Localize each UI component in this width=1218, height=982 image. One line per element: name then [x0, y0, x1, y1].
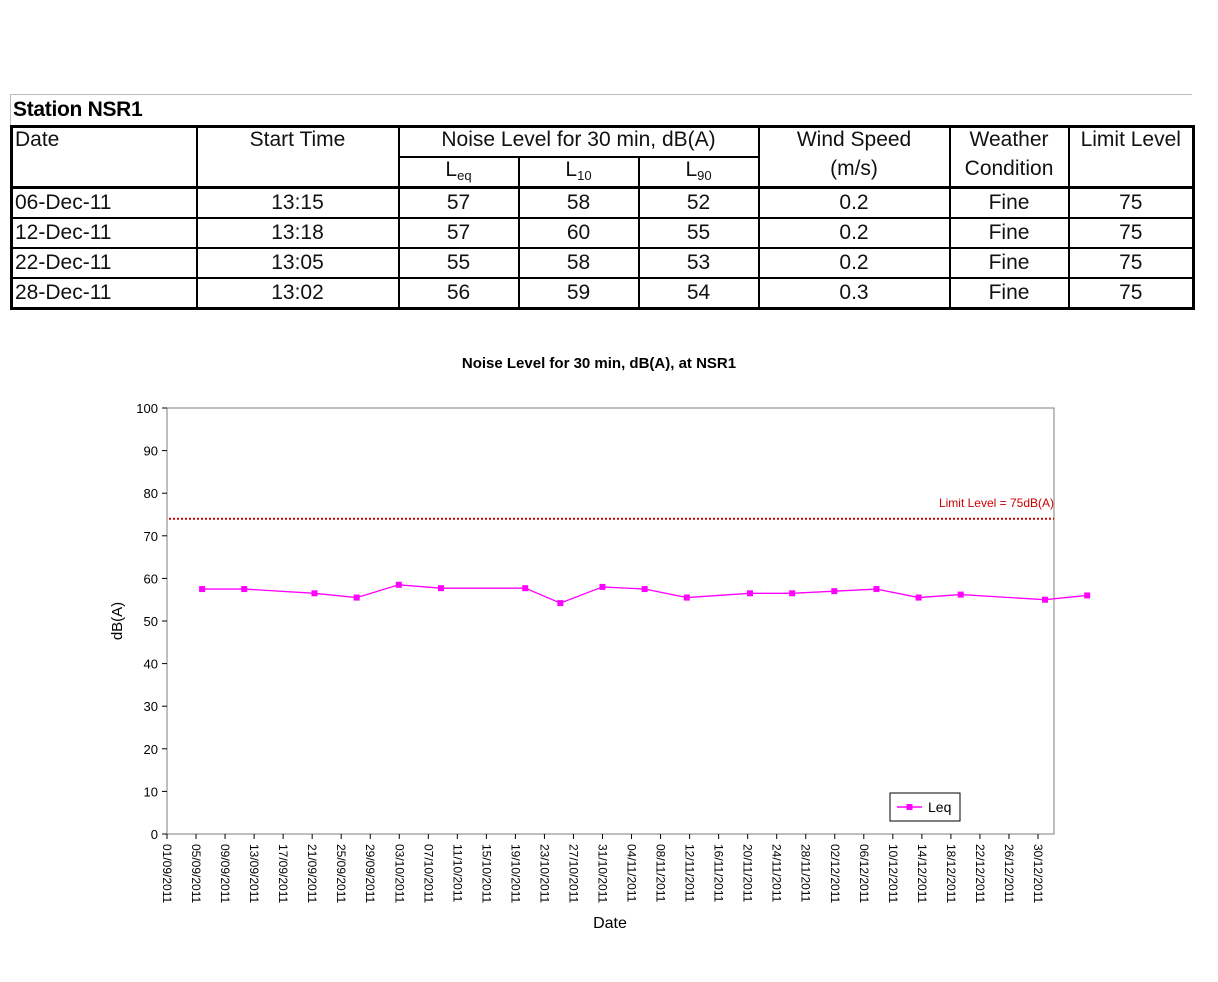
- cell-weather: Fine: [950, 188, 1069, 219]
- cell-limit: 75: [1069, 218, 1194, 248]
- x-tick-label: 07/10/2011: [421, 844, 436, 904]
- cell-l10: 58: [519, 188, 639, 219]
- chart-legend: [890, 793, 960, 821]
- cell-weather: Fine: [950, 218, 1069, 248]
- data-point-leq: [831, 588, 837, 594]
- cell-l90: 53: [639, 248, 759, 278]
- cell-date: 12-Dec-11: [12, 218, 197, 248]
- cell-l10: 58: [519, 248, 639, 278]
- x-tick-label: 13/09/2011: [247, 844, 262, 904]
- cell-time: 13:15: [197, 188, 399, 219]
- data-point-leq: [199, 586, 205, 592]
- x-tick-label: 19/10/2011: [508, 844, 523, 904]
- x-axis-label: Date: [593, 915, 627, 932]
- header-time-blank: [197, 157, 399, 188]
- cell-wind: 0.2: [759, 218, 950, 248]
- x-tick-label: 18/12/2011: [943, 844, 958, 904]
- leq-base: L: [445, 158, 458, 181]
- leq-sub: eq: [457, 168, 472, 183]
- x-tick-label: 09/09/2011: [218, 844, 233, 904]
- header-wind-speed: Wind Speed: [759, 127, 950, 158]
- cell-l90: 55: [639, 218, 759, 248]
- y-tick-label: 90: [143, 443, 158, 459]
- x-tick-label: 28/11/2011: [798, 844, 813, 903]
- x-tick-label: 29/09/2011: [363, 844, 378, 904]
- y-axis-label: dB(A): [109, 601, 126, 641]
- x-tick-label: 23/10/2011: [537, 844, 552, 904]
- x-tick-label: 01/09/2011: [160, 844, 174, 904]
- data-point-leq: [684, 595, 690, 601]
- legend-label: Leq: [928, 799, 952, 815]
- noise-chart: [0, 340, 1218, 940]
- data-point-leq: [958, 592, 964, 598]
- header-limit-blank: [1069, 157, 1194, 188]
- cell-limit: 75: [1069, 278, 1194, 309]
- data-point-leq: [642, 586, 648, 592]
- data-point-leq: [522, 585, 528, 591]
- y-tick-label: 30: [143, 699, 158, 715]
- x-tick-label: 03/10/2011: [392, 844, 407, 904]
- l10-sub: 10: [577, 168, 592, 183]
- y-tick-label: 70: [143, 528, 158, 544]
- cell-limit: 75: [1069, 188, 1194, 219]
- cell-wind: 0.2: [759, 248, 950, 278]
- x-tick-label: 25/09/2011: [334, 844, 349, 904]
- x-axis: [160, 834, 1045, 903]
- limit-line-label: Limit Level = 75dB(A): [938, 495, 1054, 510]
- data-point-leq: [873, 586, 879, 592]
- x-tick-label: 22/12/2011: [972, 844, 987, 904]
- x-tick-label: 24/11/2011: [769, 844, 784, 903]
- header-l10: [519, 157, 639, 188]
- cell-leq: 55: [399, 248, 519, 278]
- x-tick-label: 14/12/2011: [914, 844, 929, 904]
- x-tick-label: 15/10/2011: [479, 844, 494, 904]
- x-tick-label: 27/10/2011: [566, 844, 581, 904]
- header-wind-unit: (m/s): [759, 157, 950, 188]
- y-tick-label: 60: [143, 571, 158, 587]
- header-date: Date: [12, 127, 197, 158]
- y-tick-label: 100: [136, 401, 158, 416]
- l10-base: L: [565, 158, 578, 181]
- data-point-leq: [916, 595, 922, 601]
- cell-l10: 59: [519, 278, 639, 309]
- data-point-leq: [438, 585, 444, 591]
- header-limit-level: Limit Level: [1069, 127, 1194, 158]
- x-tick-label: 12/11/2011: [682, 844, 697, 903]
- noise-table: [10, 125, 1195, 310]
- table-row: [12, 188, 1194, 219]
- data-point-leq: [747, 590, 753, 596]
- header-leq: [399, 157, 519, 188]
- data-point-leq: [312, 590, 318, 596]
- chart-title: Noise Level for 30 min, dB(A), at NSR1: [461, 355, 737, 372]
- x-tick-label: 21/09/2011: [305, 844, 320, 904]
- cell-time: 13:18: [197, 218, 399, 248]
- y-tick-label: 80: [143, 486, 158, 502]
- cell-l90: 52: [639, 188, 759, 219]
- header-noise-group: Noise Level for 30 min, dB(A): [399, 127, 759, 158]
- station-table-block: [10, 94, 1192, 310]
- cell-wind: 0.2: [759, 188, 950, 219]
- x-tick-label: 11/10/2011: [450, 844, 465, 903]
- data-point-leq: [241, 586, 247, 592]
- cell-weather: Fine: [950, 248, 1069, 278]
- cell-date: 28-Dec-11: [12, 278, 197, 309]
- cell-wind: 0.3: [759, 278, 950, 309]
- data-point-leq: [789, 590, 795, 596]
- x-tick-label: 31/10/2011: [595, 844, 610, 904]
- cell-weather: Fine: [950, 278, 1069, 309]
- data-point-leq: [600, 584, 606, 590]
- header-start-time: Start Time: [197, 127, 399, 158]
- plot-area: [167, 408, 1054, 834]
- noise-chart-svg: [0, 340, 1218, 940]
- cell-leq: 57: [399, 218, 519, 248]
- x-tick-label: 17/09/2011: [276, 844, 291, 904]
- data-point-leq: [1084, 592, 1090, 598]
- x-tick-label: 02/12/2011: [827, 844, 842, 904]
- x-tick-label: 06/12/2011: [856, 844, 871, 904]
- header-l90: [639, 157, 759, 188]
- cell-l90: 54: [639, 278, 759, 309]
- table-row: [12, 248, 1194, 278]
- cell-time: 13:02: [197, 278, 399, 309]
- cell-l10: 60: [519, 218, 639, 248]
- header-weather: Weather: [950, 127, 1069, 158]
- x-tick-label: 26/12/2011: [1001, 844, 1016, 904]
- y-tick-label: 10: [143, 784, 158, 800]
- table-row: [12, 278, 1194, 309]
- data-point-leq: [396, 582, 402, 588]
- x-tick-label: 16/11/2011: [711, 844, 726, 903]
- l90-base: L: [685, 158, 698, 181]
- cell-date: 22-Dec-11: [12, 248, 197, 278]
- cell-time: 13:05: [197, 248, 399, 278]
- x-tick-label: 20/11/2011: [740, 844, 755, 903]
- cell-limit: 75: [1069, 248, 1194, 278]
- y-tick-label: 0: [150, 827, 158, 842]
- data-point-leq: [557, 600, 563, 606]
- cell-leq: 56: [399, 278, 519, 309]
- header-date-blank: [12, 157, 197, 188]
- x-tick-label: 30/12/2011: [1031, 844, 1045, 904]
- l90-sub: 90: [697, 168, 712, 183]
- cell-leq: 57: [399, 188, 519, 219]
- data-point-leq: [354, 595, 360, 601]
- cell-date: 06-Dec-11: [12, 188, 197, 219]
- station-title: Station NSR1: [10, 94, 1192, 125]
- y-tick-label: 40: [143, 656, 158, 672]
- table-row: [12, 218, 1194, 248]
- header-weather-condition: Condition: [950, 157, 1069, 188]
- y-tick-label: 20: [143, 741, 158, 757]
- y-tick-label: 50: [143, 614, 158, 629]
- x-tick-label: 08/11/2011: [653, 844, 668, 903]
- x-tick-label: 05/09/2011: [189, 844, 204, 904]
- x-tick-label: 10/12/2011: [885, 844, 900, 904]
- y-axis: [136, 401, 167, 842]
- legend-marker: [907, 804, 913, 810]
- x-tick-label: 04/11/2011: [624, 844, 639, 903]
- data-point-leq: [1042, 597, 1048, 603]
